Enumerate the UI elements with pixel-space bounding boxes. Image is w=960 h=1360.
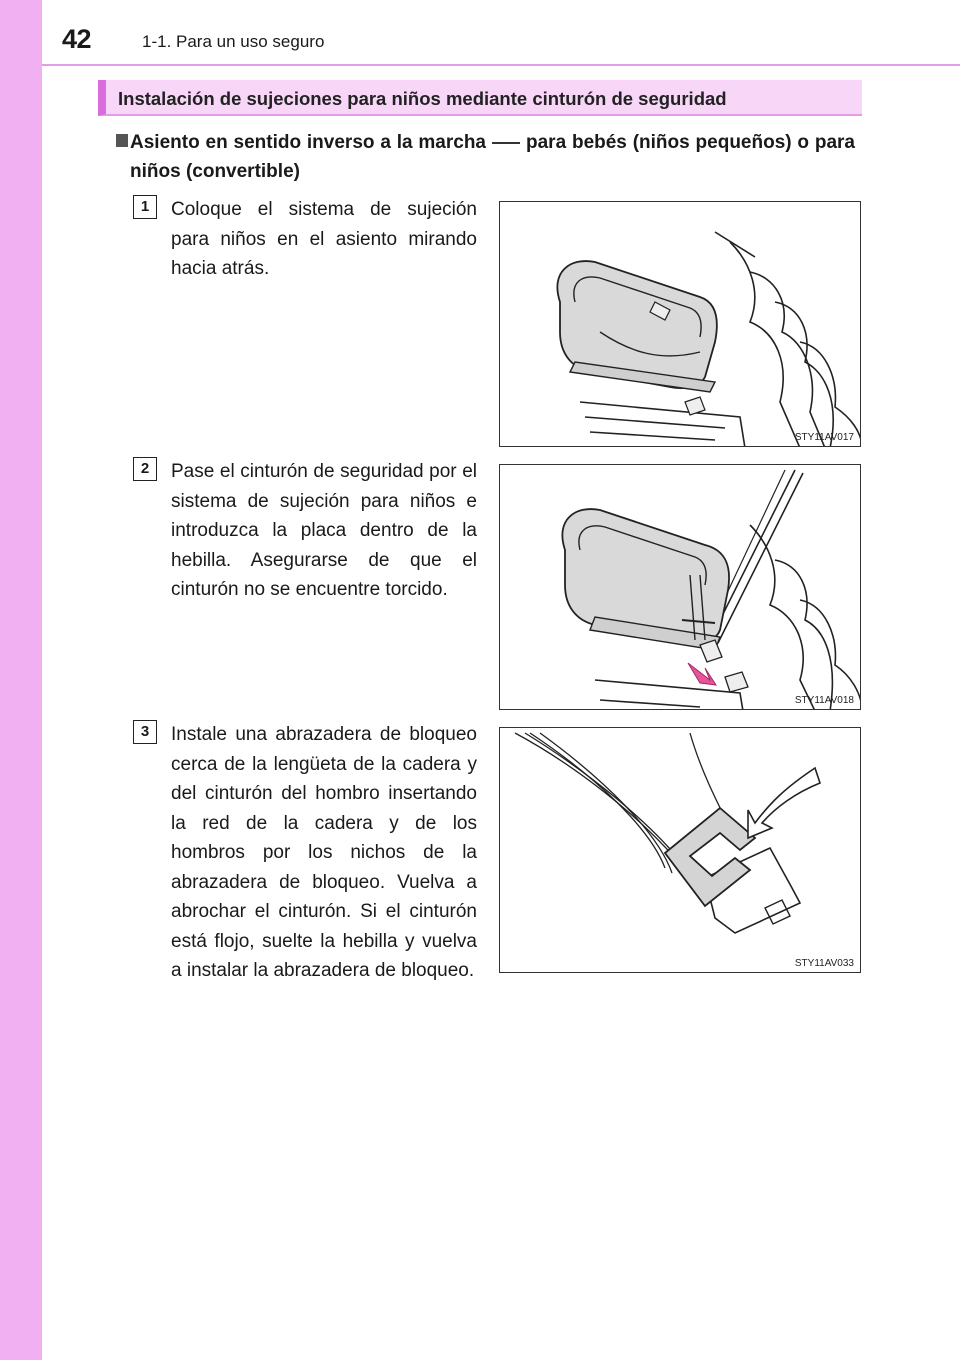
header-rule: [42, 64, 960, 66]
em-dash-icon: [492, 142, 520, 144]
step-text-2: Pase el cinturón de seguridad por el sistema de sujeción para niños e introduzca la placa dentro de la hebilla. Asegurarse de que el cinturón no se encuentre torcido.: [171, 461, 477, 600]
section-path: 1-1. Para un uso seguro: [142, 32, 325, 51]
side-color-band: [0, 0, 42, 1360]
step-number-2: 2: [133, 457, 157, 481]
step-number-3: 3: [133, 720, 157, 744]
section-header: [98, 80, 862, 116]
figure-step-2: [499, 464, 861, 710]
bullet-square-icon: [116, 134, 128, 147]
step-text-1: Coloque el sistema de sujeción para niños en el asiento mirando hacia atrás.: [171, 199, 477, 279]
subheading-part2: para bebés (niños pequeños) o para niños (convertible): [130, 132, 855, 182]
step-number-1: 1: [133, 195, 157, 219]
belt-routing-illustration: [500, 465, 861, 710]
rear-facing-seat-illustration: [500, 202, 861, 447]
figure-step-3: [499, 727, 861, 973]
subheading: [130, 128, 855, 186]
step-text-3: Instale una abrazadera de bloqueo cerca de la lengüeta de la cadera y del cinturón del hombro insertando la red de la cadera y de los hombros por los nichos de la abrazadera de bloqueo. Vuelva a abrochar el cinturón. Si el cinturón está flojo, suelte la hebilla y vuelva a instalar la abrazadera de bloqueo.: [171, 724, 477, 981]
subheading-part1: Asiento en sentido inverso a la marcha: [130, 132, 486, 153]
section-header-title: Instalación de sujeciones para niños mediante cinturón de seguridad: [118, 88, 727, 109]
figure-code-3: STY11AV033: [794, 958, 854, 969]
page-number: 42: [62, 24, 92, 54]
figure-step-1: [499, 201, 861, 447]
figure-code-1: STY11AV017: [794, 432, 854, 443]
figure-code-2: STY11AV018: [794, 695, 854, 706]
locking-clip-illustration: [500, 728, 861, 973]
